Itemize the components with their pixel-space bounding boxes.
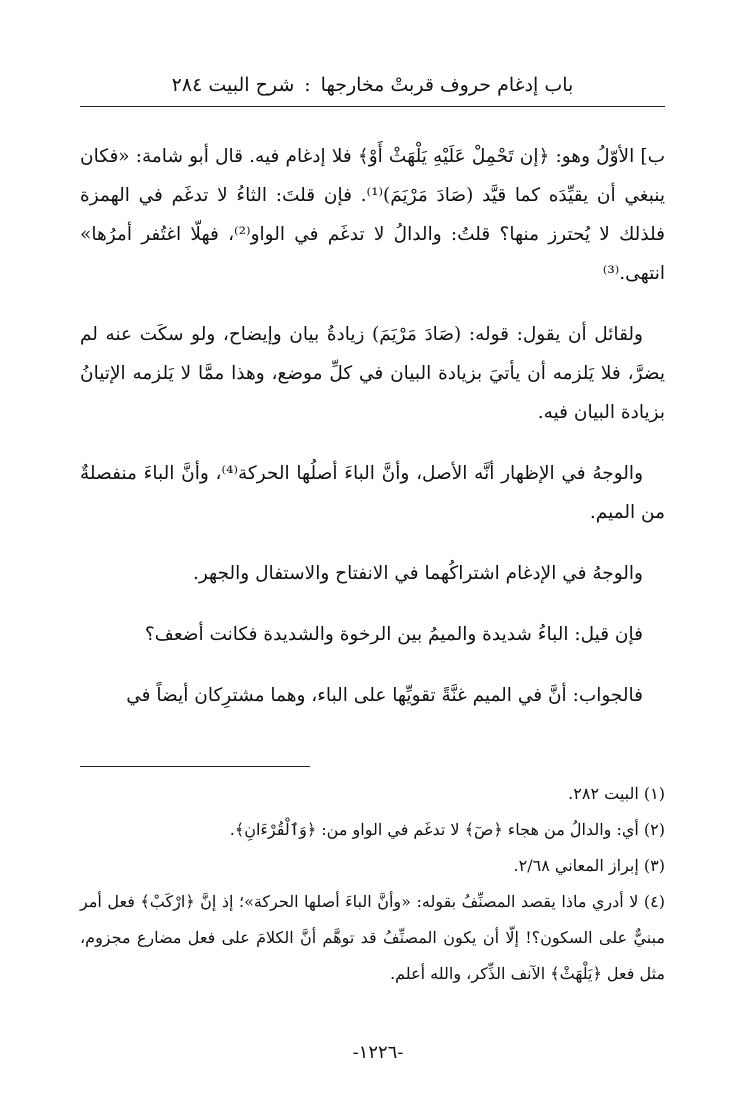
paragraph: ب] الأوّلُ وهو: ﴿إن تَحْمِلْ عَلَيْهِ يَلْهَثْ أَوْ﴾ فلا إدغام فيه. قال أبو شامة: «فكان ينبغي أن يقيِّدَه كما قيَّد (صَادَ مَرْيَمَ)⁽¹⁾. فإن قلتَ: الثاءُ لا تدغَم في الهمزة فلذلك لا يُحترز منها؟ قلتُ: والدالُ لا تدغَم في الواو⁽²⁾، فهلّا اغتُفر أمرُها» انتهى.⁽³⁾ xyxy=(80,146,666,284)
footnote: (٣) إبراز المعاني ٢/٦٨. xyxy=(513,856,665,875)
footnote: (٢) أي: والدالُ من هجاء ﴿صٓ﴾ لا تدغَم في الواو من: ﴿وَٱلْقُرْءَانِ﴾. xyxy=(229,820,665,839)
footnote: (١) البيت ٢٨٢. xyxy=(568,784,665,803)
footnote-divider xyxy=(80,766,310,767)
paragraph: فالجواب: أنَّ في الميم غنَّةً تقويِّها على الباء، وهما مشترِكان أيضاً في xyxy=(126,685,643,706)
paragraph: والوجهُ في الإدغام اشتراكُهما في الانفتاح والاستفال والجهر. xyxy=(192,563,643,584)
paragraph: ولقائل أن يقول: قوله: (صَادَ مَرْيَمَ) زيادةُ بيان وإيضاح، ولو سكَت عنه لم يضرَّ، فلا يَلزمه أن يأتيَ بزيادة البيان في كلِّ موضع، وهذا ممَّا لا يَلزمه الإتيانُ بزيادة البيان فيه. xyxy=(80,324,665,423)
running-header xyxy=(80,70,665,107)
paragraph: فإن قيل: الباءُ شديدة والميمُ بين الرخوة والشديدة فكانت أضعف؟ xyxy=(144,624,643,645)
header-separator: : xyxy=(304,74,311,96)
header-verse-ref: شرح البيت ٢٨٤ xyxy=(171,74,295,96)
page-number: -١٢٢٦- xyxy=(352,1042,404,1063)
page xyxy=(80,70,665,737)
footnotes xyxy=(80,776,665,992)
footnote: (٤) لا أدري ماذا يقصد المصنِّفُ بقوله: «وأنَّ الباءَ أصلها الحركة»؛ إذ إنَّ ﴿ارْكَبْ﴾ فعل أمر مبنيٌّ على السكون؟! إلّا أن يكون المصنِّفُ قد توهَّم أنَّ الكلامَ على فعل مضارع مجزوم، مثل فعل ﴿يَلْهَثْ﴾ الآنف الذِّكر، والله أعلم. xyxy=(80,892,665,983)
main-text xyxy=(80,137,665,715)
paragraph: والوجهُ في الإظهار أنَّه الأصل، وأنَّ الباءَ أصلُها الحركة⁽⁴⁾، وأنَّ الباءَ منفصلةٌ من الميم. xyxy=(80,463,665,523)
header-chapter-title: باب إدغام حروف قربتْ مخارجها xyxy=(320,74,574,96)
